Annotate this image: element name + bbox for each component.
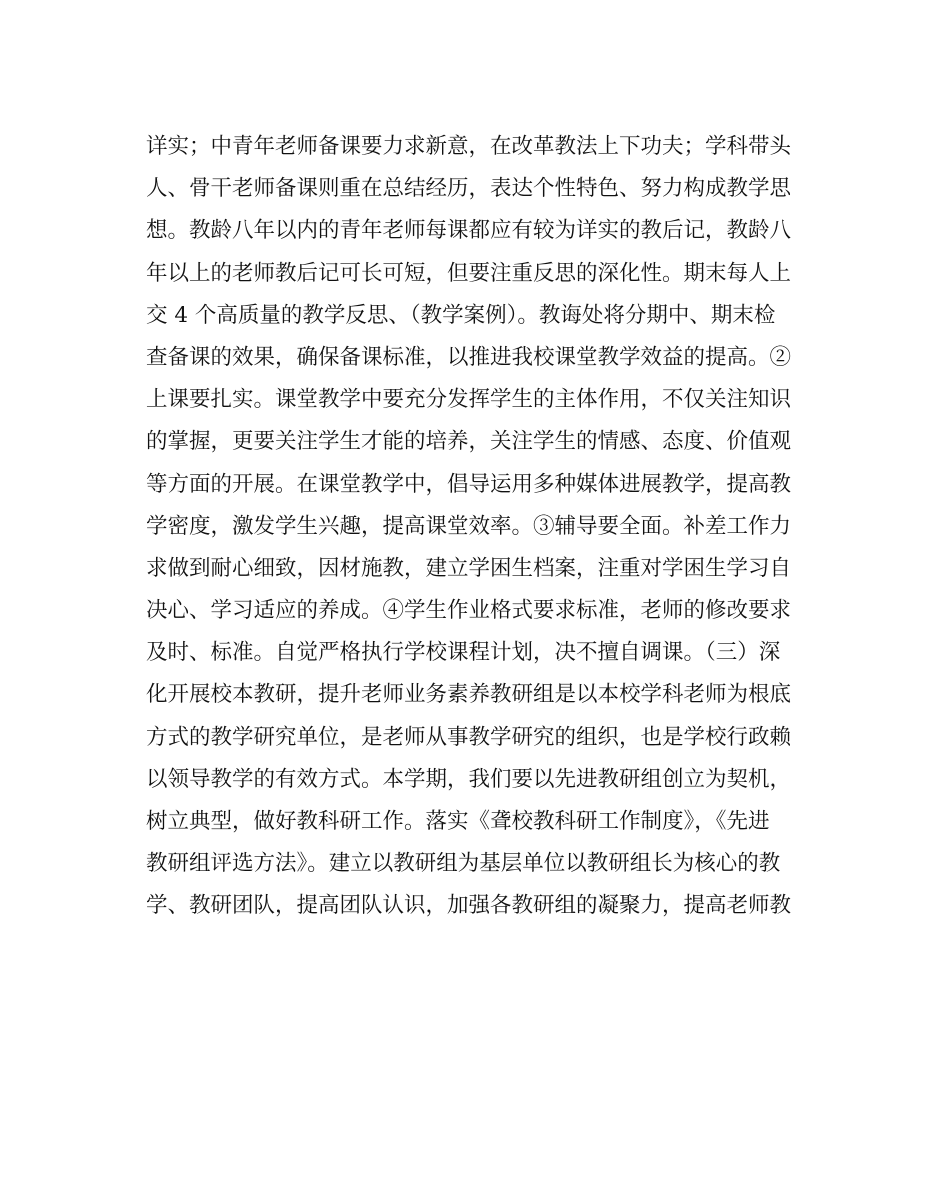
text-line: 年以上的老师教后记可长可短，但要注重反思的深化性。期末每人上 [146, 260, 792, 286]
body-text [146, 126, 826, 928]
text-line: 的掌握，更要关注学生才能的培养，关注学生的情感、态度、价值观 [146, 429, 792, 455]
text-line: 交 4 个高质量的教学反思、（教学案例）。教诲处将分期中、期末检 [146, 302, 776, 328]
text-line: 树立典型，做好教科研工作。落实《聋校教科研工作制度》，《先进 [146, 809, 770, 834]
text-line: 求做到耐心细致，因材施教，建立学困生档案，注重对学困生学习自 [146, 555, 792, 581]
text-line: 教研组评选方法》。建立以教研组为基层单位以教研组长为核心的教 [146, 851, 781, 877]
text-line: 人、骨干老师备课则重在总结经历，表达个性特色、努力构成教学思 [146, 176, 792, 202]
text-line: 化开展校本教研，提升老师业务素养教研组是以本校学科老师为根底 [146, 682, 792, 708]
text-line: 上课要扎实。课堂教学中要充分发挥学生的主体作用，不仅关注知识 [146, 387, 792, 413]
text-line: 查备课的效果，确保备课标准，以推进我校课堂教学效益的提高。② [146, 344, 792, 370]
text-line: 等方面的开展。在课堂教学中，倡导运用多种媒体进展教学，提高教 [146, 471, 792, 497]
text-line: 详实；中青年老师备课要力求新意，在改革教法上下功夫；学科带头 [146, 134, 792, 159]
text-line: 以领导教学的有效方式。本学期，我们要以先进教研组创立为契机， [146, 766, 792, 792]
text-line: 学密度，激发学生兴趣，提高课堂效率。③辅导要全面。补差工作力 [146, 513, 792, 539]
text-line: 想。教龄八年以内的青年老师每课都应有较为详实的教后记，教龄八 [146, 218, 792, 244]
text-line: 决心、学习适应的养成。④学生作业格式要求标准，老师的修改要求 [146, 598, 792, 624]
text-line: 方式的教学研究单位，是老师从事教学研究的组织，也是学校行政赖 [146, 724, 792, 750]
text-line: 学、教研团队，提高团队认识，加强各教研组的凝聚力，提高老师教 [146, 893, 792, 919]
text-line: 及时、标准。自觉严格执行学校课程计划，决不擅自调课。（三）深 [146, 640, 781, 666]
